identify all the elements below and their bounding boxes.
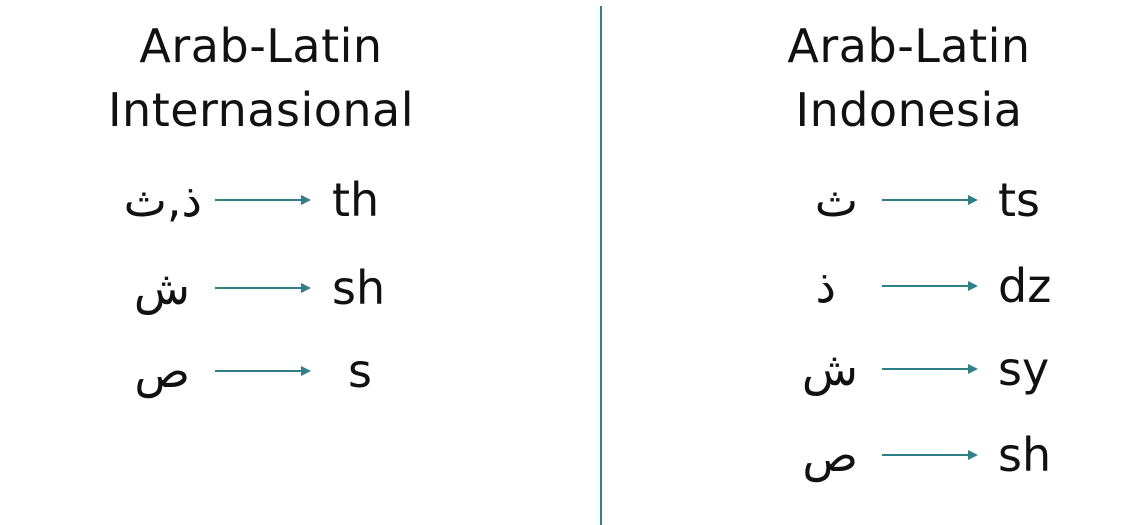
- left-row: [0, 341, 600, 401]
- right-row: [602, 339, 1148, 399]
- latin-equivalent: sh: [332, 261, 386, 315]
- right-row: [602, 170, 1148, 230]
- latin-equivalent: sy: [998, 342, 1050, 396]
- right-row: [602, 425, 1148, 485]
- latin-equivalent: th: [332, 173, 380, 227]
- arabic-letter: ش: [801, 342, 858, 396]
- right-row: [602, 256, 1148, 316]
- arrow-icon: [882, 193, 978, 207]
- arrow-icon: [882, 279, 978, 293]
- right-title-line2: Indonesia: [795, 83, 1023, 137]
- arabic-letter: ص: [134, 344, 190, 398]
- left-title-line1: Arab-Latin: [139, 19, 383, 73]
- arrow-icon: [882, 448, 978, 462]
- latin-equivalent: sh: [998, 428, 1052, 482]
- arrow-icon: [215, 364, 311, 378]
- latin-equivalent: dz: [998, 259, 1052, 313]
- arabic-letter: ذ: [815, 259, 836, 313]
- left-row: [0, 258, 600, 318]
- arrow-icon: [882, 362, 978, 376]
- right-title-line1: Arab-Latin: [787, 19, 1031, 73]
- left-title-line2: Internasional: [107, 83, 415, 137]
- latin-equivalent: s: [348, 344, 372, 398]
- arabic-letter: ذ,ث: [123, 173, 202, 227]
- right-title: [718, 14, 1100, 142]
- latin-equivalent: ts: [998, 173, 1041, 227]
- left-row: [0, 170, 600, 230]
- arrow-icon: [215, 193, 311, 207]
- arabic-letter: ص: [802, 428, 858, 482]
- arabic-letter: ث: [814, 173, 858, 227]
- arrow-icon: [215, 281, 311, 295]
- left-title: [70, 14, 452, 142]
- arabic-letter: ش: [133, 261, 190, 315]
